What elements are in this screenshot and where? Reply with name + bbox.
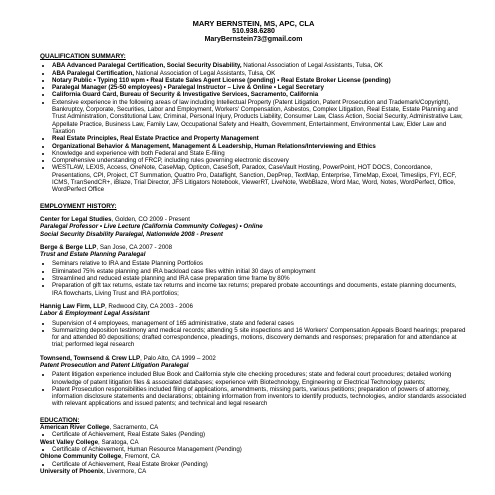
credential-item: • Certificate of Achievement, Human Resource Management (Pending)	[52, 446, 467, 453]
school-entry	[40, 439, 467, 446]
school-name: Ohlone Community College	[40, 453, 122, 461]
school-name: University of Phoenix	[40, 467, 104, 475]
credential-item: • Certificate of Achievement, Real Estate Broker (Pending)	[52, 461, 467, 468]
qualification-item	[52, 150, 467, 157]
job-title: Patent Prosecution and Patent Litigation Paralegal	[40, 361, 189, 369]
job-organization: Berge & Berge LLP	[40, 243, 97, 251]
qualification-item	[52, 70, 467, 77]
job-duty: • Streamlined and reduced estate planning and IRA case preparation time frame by 80%	[52, 275, 467, 282]
qualification-item	[52, 84, 467, 91]
school-entry	[40, 424, 467, 431]
job-organization: Center for Legal Studies	[40, 215, 112, 223]
qualification-item	[52, 135, 467, 142]
education-list	[40, 424, 467, 475]
job-organization: Townsend, Townsend & Crew LLP	[40, 354, 141, 362]
job-duty: • Supervision of 4 employees, management of 165 administrative, state and federal cases	[52, 320, 467, 327]
resume-header	[40, 20, 467, 44]
qualification-item	[52, 99, 467, 135]
school-location: , Saratoga, CA	[98, 438, 139, 446]
qualification-text: Knowledge and experience with both Federal and State E-filing	[52, 149, 225, 157]
job-location-dates: , Redwood City, CA 2003 - 2006	[104, 302, 193, 310]
job-heading	[40, 216, 467, 223]
school-credentials	[40, 431, 467, 438]
qualification-bold-text: ABA Advanced Paralegal Certification, Social Security Disability,	[52, 62, 242, 70]
qualification-item	[52, 91, 467, 98]
qualification-text: Comprehensive understanding of FRCP, including rules governing electronic discovery	[52, 157, 289, 165]
job-entry	[40, 355, 467, 408]
job-entry	[40, 216, 467, 238]
qualification-bold-text: California Guard Card, Bureau of Security & Investigative Services, Sacramento, California	[52, 91, 319, 99]
job-duties	[40, 371, 467, 407]
job-duty: • Patent Prosecution responsibilities included filing of applications, amendments, missing parts, various petitions; preparation of powers of attorney, information disclosure statements and declarations; obtaining information from inventors to identify products, technologies, and/or standards associated with relevant applications and issued patents; and technical and legal research	[52, 386, 467, 408]
school-entry	[40, 468, 467, 475]
credential-item: • Certificate of Achievement, Real Estate Sales (Pending)	[52, 431, 467, 438]
job-location-dates: , Golden, CO 2009 - Present	[111, 215, 190, 223]
job-entry	[40, 244, 467, 297]
job-location-dates: , San Jose, CA 2007 - 2008	[96, 243, 173, 251]
qualification-text: National Association of Legal Assistants, Tulsa, OK	[133, 69, 276, 77]
qualification-item	[52, 164, 467, 193]
qualification-bold-text: Organizational Behavior & Management, Management & Leadership, Human Relations/Interviewing and Ethics	[52, 142, 376, 150]
school-location: , Fremont, CA	[121, 453, 160, 461]
job-duties	[40, 260, 467, 296]
qualification-bold-text: ABA Paralegal Certification,	[52, 69, 134, 77]
qualification-text: WESTLAW, LEXIS, Access, OneNote, CaseMap, Opticon, CaseSoft, Paradox, CaseVault Hosting, PowerPoint, HOT DOCS, Concordance, Presentations, CPI, Project, CT Summation, Quattro Pro, Dataflight, Sanction, DepPrep, TextMap, Enterprise, TimeMap, Excel, Timeslips, FYI, ECF, ICMS, TranSendCR+, iBlaze, Trial Director, JFS Litigators Notebook, ViewerRT, LiveNote, WebBlaze, Word Mac, Word, Notes, WordPerfect, Office, WordPerfect Office	[52, 164, 457, 194]
candidate-name: MARY BERNSTEIN, MS, APC, CLA	[192, 19, 315, 28]
job-organization: Hannig Law Firm, LLP	[40, 302, 105, 310]
job-duty: • Preparation of gift tax returns, estate tax returns and income tax returns; prepared probate accountings and documents, estate planning documents, IRA flowcharts, Living Trust and IRA portfolios;	[52, 282, 467, 297]
school-location: , Sacramento, CA	[109, 424, 159, 432]
school-credentials	[40, 446, 467, 453]
job-entry	[40, 303, 467, 349]
qualification-text: Extensive experience in the following areas of law including Intellectual Property (Patent Litigation, Patent Prosecution and Trademark/Copyright), Bankruptcy, Corporate, Securities, Labor and Employment, Workers' Compensation, Asbestos, Complex Litigation, Real Estate, Estate Planning and Trust Administration, Constitutional Law, Criminal, Personal Injury, Products Liability, Consumer Law, Class Action, Social Security, Administrative Law, Appellate Practice, Business Law, Family Law, Occupational Safety and Health, Government, Entertainment, Environmental Law, Elder Law and Taxation	[52, 98, 463, 135]
job-title: Trust and Estate Planning Paralegal	[40, 251, 146, 259]
employment-list	[40, 216, 467, 408]
job-title: Paralegal Professor • Live Lecture (California Community Colleges) • Online	[40, 223, 263, 231]
job-duty: • Summarizing deposition testimony and medical records; attending 5 site inspections and 16 Workers' Compensation Appeals Board hearings; prepared for and attended 80 depositions; drafted correspondence, pleadings, motions, discovery demands and responses; preparation for and attendance at trial; performed legal research	[52, 327, 467, 349]
qualification-text: National Association of Legal Assistants, Tulsa, OK	[241, 62, 383, 70]
phone-number: 510.938.6280	[232, 28, 275, 35]
school-entry	[40, 453, 467, 460]
qualification-bold-text: Real Estate Principles, Real Estate Practice and Property Management	[52, 135, 259, 143]
qualification-bold-text: Notary Public • Typing 110 wpm • Real Estate Sales Agent License (pending) • Real Estate Broker License (pending)	[52, 76, 391, 84]
job-title: Social Security Disability Paralegal, Nationwide 2008 - Present	[40, 230, 223, 238]
qualification-item	[52, 77, 467, 84]
qualification-item	[52, 157, 467, 164]
school-name: American River College	[40, 424, 110, 432]
job-duties	[40, 320, 467, 349]
job-heading	[40, 244, 467, 251]
qualification-item	[52, 143, 467, 150]
qualification-list	[40, 62, 467, 193]
job-duty: • Patent litigation experience included Blue Book and California style cite checking procedures; state and federal court procedures; detailed working knowledge of patent litigation files & associated databases; experience with Biotechnology, Engineering or Electrical Technology patents;	[52, 371, 467, 386]
job-title: Labor & Employment Legal Assistant	[40, 310, 150, 318]
education-heading: EDUCATION:	[40, 416, 80, 424]
school-credentials	[40, 461, 467, 468]
email-address: MaryBernstein73@gmail.com	[204, 36, 303, 43]
qualification-item	[52, 62, 467, 69]
employment-history-heading: EMPLOYMENT HISTORY:	[40, 202, 117, 210]
job-duty: • Seminars relative to IRA and Estate Planning Portfolios	[52, 260, 467, 267]
qualification-summary-heading: QUALIFICATION SUMMARY:	[40, 53, 126, 60]
school-location: , Livermore, CA	[103, 467, 147, 475]
school-name: West Valley College	[40, 438, 99, 446]
job-heading	[40, 355, 467, 362]
job-location-dates: , Palo Alto, CA 1999 – 2002	[140, 354, 216, 362]
job-duty: • Eliminated 75% estate planning and IRA backload case files within initial 30 days of employment	[52, 268, 467, 275]
qualification-bold-text: Paralegal Manager (25-50 employees) • Paralegal Instructor – Live & Online • Legal Secretary	[52, 84, 324, 92]
job-heading	[40, 303, 467, 310]
